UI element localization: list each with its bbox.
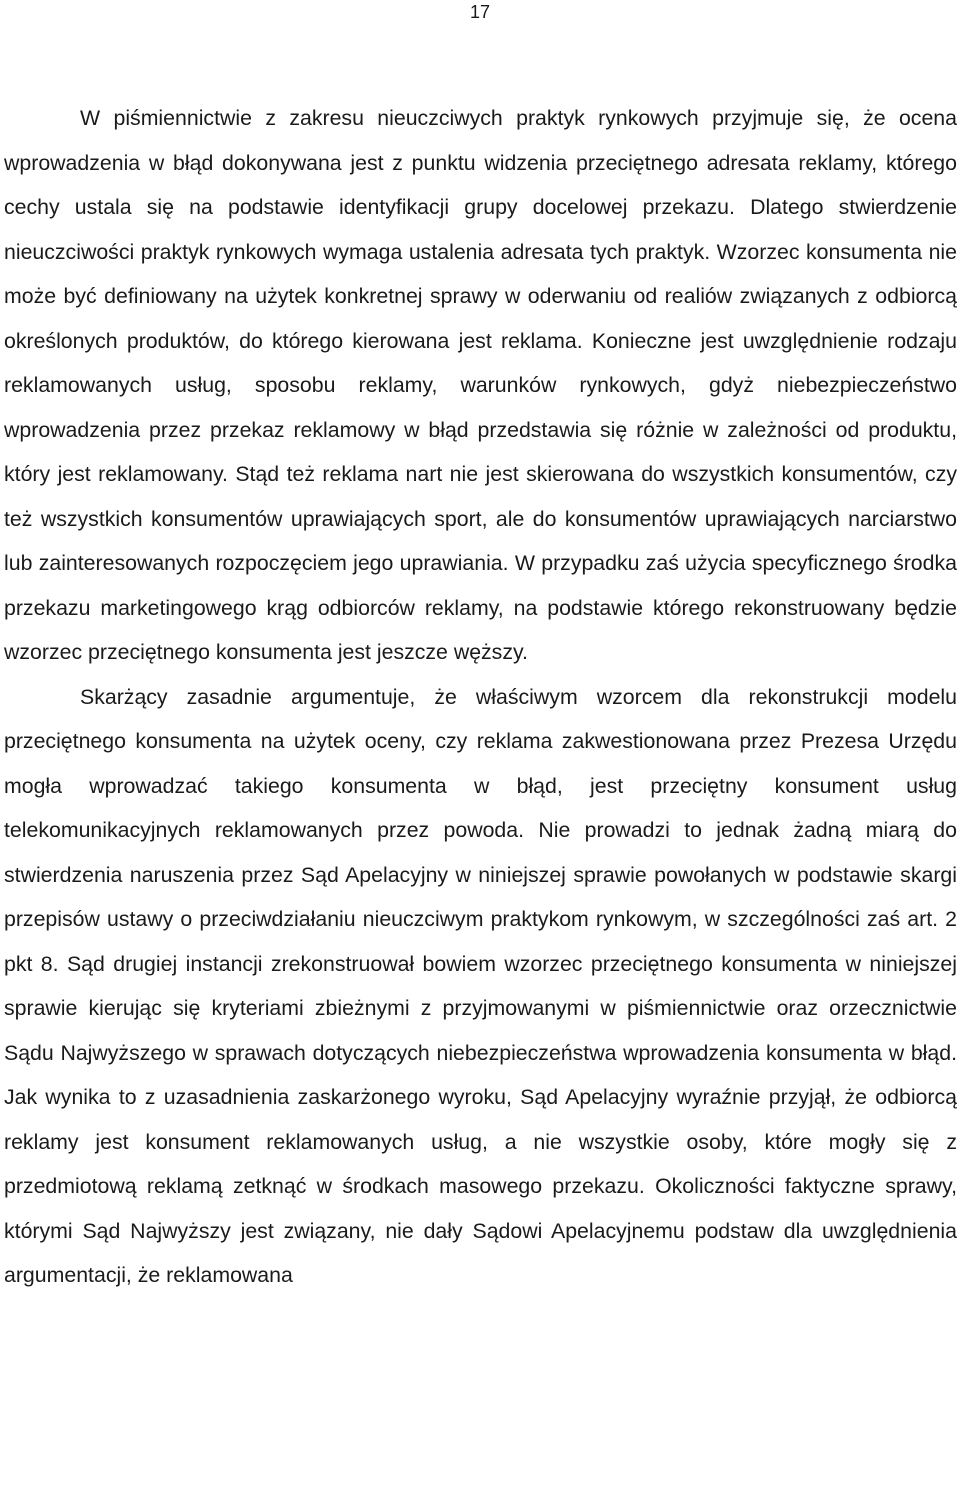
page-number: 17: [469, 2, 491, 22]
paragraph: W piśmiennictwie z zakresu nieuczciwych praktyk rynkowych przyjmuje się, że ocena wprowadzenia w błąd dokonywana jest z punktu widzenia przeciętnego adresata reklamy, którego cechy ustala się na podstawie identyfikacji grupy docelowej przekazu. Dlatego stwierdzenie nieuczciwości praktyk rynkowych wymaga ustalenia adresata tych praktyk. Wzorzec konsumenta nie może być definiowany na użytek konkretnej sprawy w oderwaniu od realiów związanych z odbiorcą określonych produktów, do którego kierowana jest reklama. Konieczne jest uwzględnienie rodzaju reklamowanych usług, sposobu reklamy, warunków rynkowych, gdyż niebezpieczeństwo wprowadzenia przez przekaz reklamowy w błąd przedstawia się różnie w zależności od produktu, który jest reklamowany. Stąd też reklama nart nie jest skierowana do wszystkich konsumentów, czy też wszystkich konsumentów uprawiających sport, ale do konsumentów uprawiających narciarstwo lub zainteresowanych rozpoczęciem jego uprawiania. W przypadku zaś użycia specyficznego środka przekazu marketingowego krąg odbiorców reklamy, na podstawie którego rekonstruowany będzie wzorzec przeciętnego konsumenta jest jeszcze węższy.: [4, 106, 957, 664]
paragraph: Skarżący zasadnie argumentuje, że właściwym wzorcem dla rekonstrukcji modelu przeciętnego konsumenta na użytek oceny, czy reklama zakwestionowana przez Prezesa Urzędu mogła wprowadzać takiego konsumenta w błąd, jest przeciętny konsument usług telekomunikacyjnych reklamowanych przez powoda. Nie prowadzi to jednak żadną miarą do stwierdzenia naruszenia przez Sąd Apelacyjny w niniejszej sprawie powołanych w podstawie skargi przepisów ustawy o przeciwdziałaniu nieuczciwym praktykom rynkowym, w szczególności zaś art. 2 pkt 8. Sąd drugiej instancji zrekonstruował bowiem wzorzec przeciętnego konsumenta w niniejszej sprawie kierując się kryteriami zbieżnymi z przyjmowanymi w piśmiennictwie oraz orzecznictwie Sądu Najwyższego w sprawach dotyczących niebezpieczeństwa wprowadzenia konsumenta w błąd. Jak wynika to z uzasadnienia zaskarżonego wyroku, Sąd Apelacyjny wyraźnie przyjął, że odbiorcą reklamy jest konsument reklamowanych usług, a nie wszystkie osoby, które mogły się z przedmiotową reklamą zetknąć w środkach masowego przekazu. Okoliczności faktyczne sprawy, którymi Sąd Najwyższy jest związany, nie dały Sądowi Apelacyjnemu podstaw dla uwzględnienia argumentacji, że reklamowana: [4, 684, 957, 1287]
document-body: [4, 96, 957, 1298]
